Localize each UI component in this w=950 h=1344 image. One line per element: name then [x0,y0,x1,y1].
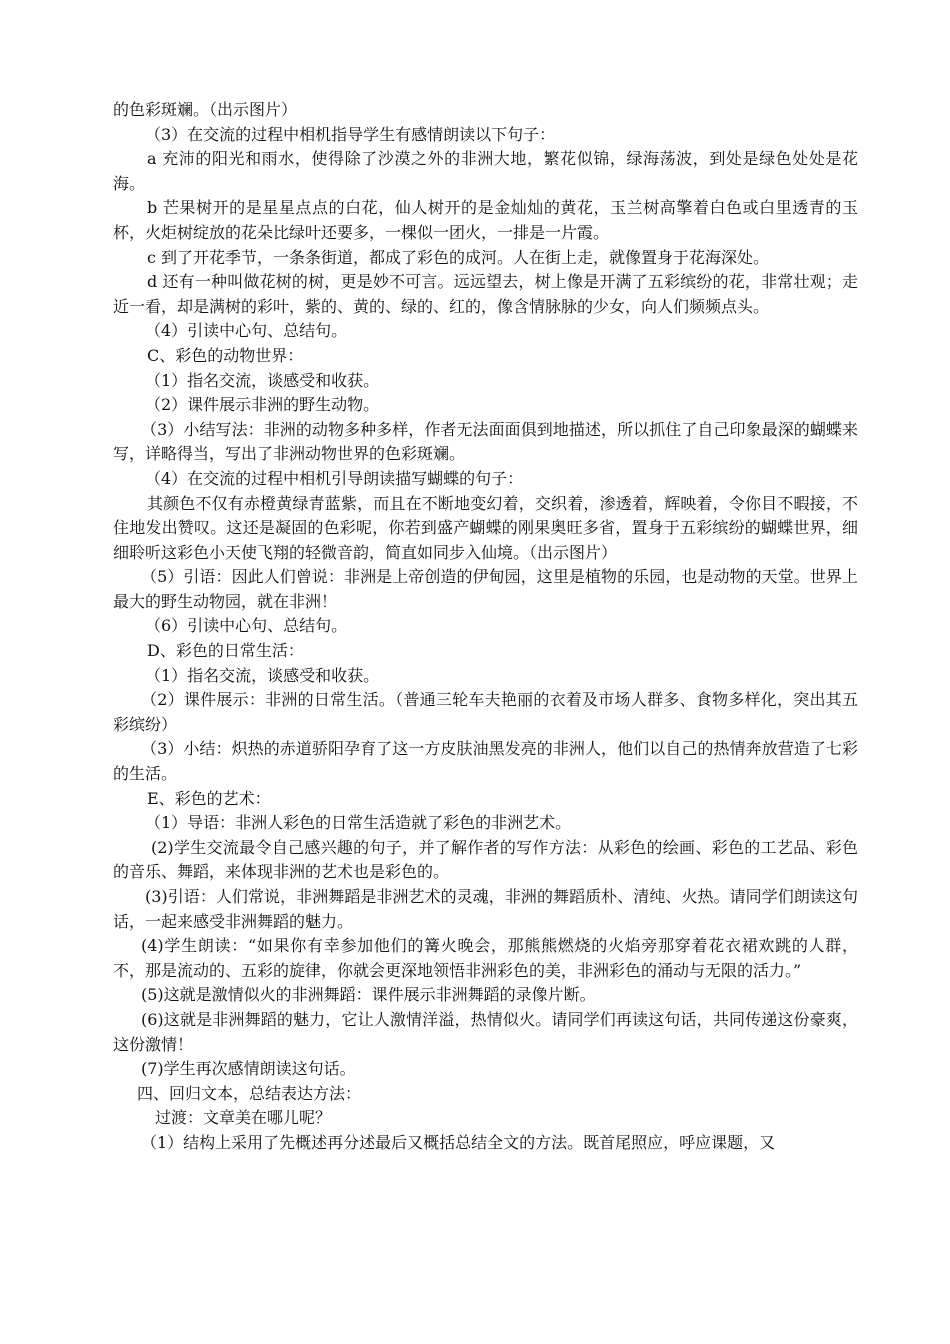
section-heading: 四、回归文本，总结表达方法： [137,1083,362,1103]
paragraph: （2）课件展示非洲的野生动物。 [145,395,380,415]
paragraph: (5)这就是激情似火的非洲舞蹈：课件展示非洲舞蹈的录像片断。 [141,985,596,1005]
paragraph: (4)学生朗读：“如果你有幸参加他们的篝火晚会，那熊熊燃烧的火焰旁那穿着花衣裙欢跳的人群，不，那是流动的、五彩的旋律，你就会更深地领悟非洲彩色的美，非洲彩色的涌动与无限的活力。” [113,936,858,980]
paragraph: (2)学生交流最令自己感兴趣的句子，并了解作者的写作方法：从彩色的绘画、彩色的工艺品、彩色的音乐、舞蹈，来体现非洲的艺术也是彩色的。 [113,837,858,882]
paragraph: (6)这就是非洲舞蹈的魅力，它让人激情洋溢，热情似火。请同学们再读这句话，共同传递这份豪爽，这份激情！ [113,1009,858,1054]
paragraph: （1）结构上采用了先概述再分述最后又概括总结全文的方法。既首尾照应，呼应课题，又 [141,1132,776,1152]
paragraph: d 还有一种叫做花树的树，更是妙不可言。远远望去，树上像是开满了五彩缤纷的花，非常壮观；走近一看，却是满树的彩叶，紫的、黄的、绿的、红的，像含情脉脉的少女，向人们频频点头。 [113,272,858,316]
paragraph: （4）在交流的过程中相机引导朗读描写蝴蝶的句子： [145,468,524,488]
paragraph: b 芒果树开的是星星点点的白花，仙人树开的是金灿灿的黄花，玉兰树高擎着白色或白里透青的玉杯，火炬树绽放的花朵比绿叶还要多，一棵似一团火，一排是一片霞。 [113,198,858,242]
paragraph: (3)引语：人们常说，非洲舞蹈是非洲艺术的灵魂，非洲的舞蹈质朴、清纯、火热。请同学们朗读这句话，一起来感受非洲舞蹈的魅力。 [113,887,858,931]
paragraph: （6）引读中心句、总结句。 [145,616,348,636]
paragraph: a 充沛的阳光和雨水，使得除了沙漠之外的非洲大地，繁花似锦，绿海荡波，到处是绿色处处是花海。 [113,149,858,193]
section-heading: C、彩色的动物世界： [147,345,304,365]
paragraph: c 到了开花季节，一条条街道，都成了彩色的成河。人在街上走，就像置身于花海深处。 [147,247,770,267]
section-heading: D、彩色的日常生活： [147,641,304,661]
paragraph: （3）小结：炽热的赤道骄阳孕育了这一方皮肤油黑发亮的非洲人，他们以自己的热情奔放营造了七彩的生活。 [113,739,858,784]
document-body [113,98,858,1156]
paragraph: （2）课件展示：非洲的日常生活。（普通三轮车夫艳丽的衣着及市场人群多、食物多样化，突出其五彩缤纷） [113,690,858,734]
paragraph: 过渡：文章美在哪儿呢？ [155,1108,332,1128]
section-heading: E、彩色的艺术： [147,788,271,808]
paragraph: （3）在交流的过程中相机指导学生有感情朗读以下句子： [145,124,556,144]
paragraph: 的色彩斑斓。（出示图片） [113,100,298,119]
paragraph: （1）指名交流，谈感受和收获。 [145,665,380,685]
paragraph: 其颜色不仅有赤橙黄绿青蓝紫，而且在不断地变幻着，交织着，渗透着，辉映着，令你目不暇接，不住地发出赞叹。这还是凝固的色彩呢，你若到盛产蝴蝶的刚果奥旺多省，置身于五彩缤纷的蝴蝶世界，细细聆听这彩色小天使飞翔的轻微音韵，简直如同步入仙境。（出示图片） [113,493,858,562]
paragraph: （5）引语：因此人们曾说：非洲是上帝创造的伊甸园，这里是植物的乐园，也是动物的天堂。世界上最大的野生动物园，就在非洲！ [113,567,858,611]
paragraph: （1）导语：非洲人彩色的日常生活造就了彩色的非洲艺术。 [145,813,572,833]
paragraph: （3）小结写法：非洲的动物多种多样，作者无法面面俱到地描述，所以抓住了自己印象最深的蝴蝶来写，详略得当，写出了非洲动物世界的色彩斑斓。 [113,419,858,464]
paragraph: (7)学生再次感情朗读这句话。 [141,1059,356,1079]
paragraph: （4）引读中心句、总结句。 [145,321,348,341]
paragraph: （1）指名交流，谈感受和收获。 [145,370,380,390]
